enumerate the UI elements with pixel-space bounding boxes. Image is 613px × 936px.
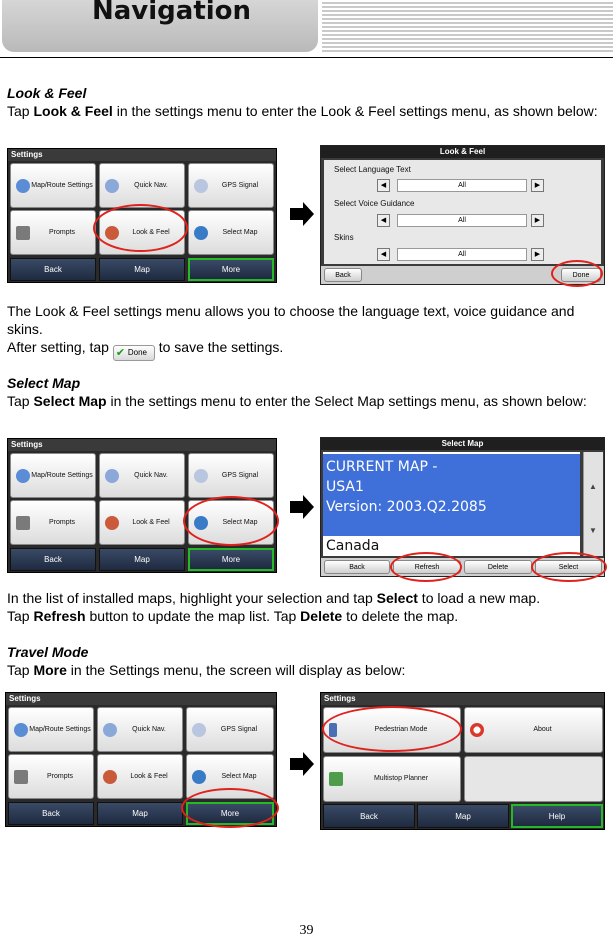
look-feel-panel <box>324 160 601 264</box>
back-button[interactable]: Back <box>323 804 415 828</box>
travel-mode-heading: Travel Mode <box>7 644 89 660</box>
highlight-circle <box>93 204 188 252</box>
select-map-p1: In the list of installed maps, highlight your selection and tap Select to load a new map. <box>7 590 541 606</box>
tile-quick-nav[interactable]: Quick Nav. <box>99 163 185 208</box>
tile-select-map[interactable]: Select Map <box>188 210 274 255</box>
help-button[interactable]: Help <box>511 804 603 828</box>
select-map-intro: Tap Select Map in the settings menu to enter the Select Map settings menu, as shown below: <box>7 393 587 409</box>
page-number: 39 <box>299 923 314 936</box>
screen-title: Settings <box>321 693 604 705</box>
value-field[interactable]: All <box>397 214 527 227</box>
page-title: Navigation <box>92 0 252 26</box>
more-button[interactable]: More <box>186 802 274 825</box>
right-arrow-icon <box>290 752 314 776</box>
tile-multistop-planner[interactable]: Multistop Planner <box>323 756 461 802</box>
map-button[interactable]: Map <box>417 804 509 828</box>
done-button[interactable]: Done <box>561 268 601 282</box>
right-arrow-icon[interactable]: ▶ <box>531 179 544 192</box>
value-field[interactable]: All <box>397 248 527 261</box>
map-item[interactable]: Canada <box>326 538 380 554</box>
row-label: Select Language Text <box>334 165 411 174</box>
look-feel-description: The Look & Feel settings menu allows you to choose the language text, voice guidance and skins. <box>7 303 575 337</box>
select-button[interactable]: Select <box>535 560 602 574</box>
map-list[interactable] <box>323 452 580 556</box>
header-stripes <box>322 0 613 52</box>
done-icon: ✔ Done <box>113 345 155 361</box>
highlight-circle <box>551 260 603 287</box>
tile-look-feel[interactable]: Look & Feel <box>99 500 185 545</box>
screen-title: Settings <box>8 149 276 161</box>
scroll-down-icon[interactable]: ▼ <box>589 526 597 535</box>
travel-mode-intro: Tap More in the Settings menu, the screen will display as below: <box>7 662 406 678</box>
empty-tile <box>464 756 603 802</box>
map-button[interactable]: Map <box>99 258 185 281</box>
back-button[interactable]: Back <box>324 560 390 574</box>
back-button[interactable]: Back <box>324 268 362 282</box>
scrollbar[interactable] <box>583 452 603 556</box>
left-arrow-icon[interactable]: ◀ <box>377 179 390 192</box>
row-label: Select Voice Guidance <box>334 199 415 208</box>
tile-select-map[interactable]: Select Map <box>186 754 274 799</box>
look-feel-intro: Tap Look & Feel in the settings menu to enter the Look & Feel settings menu, as shown below: <box>7 103 598 119</box>
screen-title: Settings <box>6 693 276 705</box>
header-rule <box>0 57 613 58</box>
tile-gps-signal[interactable]: GPS Signal <box>188 163 274 208</box>
tile-pedestrian-mode[interactable]: Pedestrian Mode <box>323 707 461 753</box>
refresh-button[interactable]: Refresh <box>393 560 461 574</box>
screen-title: Look & Feel <box>321 146 604 158</box>
tile-about[interactable]: About <box>464 707 603 753</box>
more-button[interactable]: More <box>188 258 274 281</box>
left-arrow-icon[interactable]: ◀ <box>377 214 390 227</box>
look-feel-heading: Look & Feel <box>7 85 87 101</box>
tile-map-route[interactable]: Map/Route Settings <box>8 707 94 752</box>
scroll-up-icon[interactable]: ▲ <box>589 482 597 491</box>
tile-map-route[interactable]: Map/Route Settings <box>10 163 96 208</box>
left-arrow-icon[interactable]: ◀ <box>377 248 390 261</box>
back-button[interactable]: Back <box>8 802 94 825</box>
back-button[interactable]: Back <box>10 258 96 281</box>
tile-quick-nav[interactable]: Quick Nav. <box>97 707 183 752</box>
tile-quick-nav[interactable]: Quick Nav. <box>99 453 185 498</box>
look-feel-after: After setting, tap ✔ Done to save the settings. <box>7 338 605 361</box>
right-arrow-icon <box>290 202 314 226</box>
more-button[interactable]: More <box>188 548 274 571</box>
highlight-circle <box>531 552 607 582</box>
screen-title: Select Map <box>321 438 604 450</box>
select-map-p2: Tap Refresh button to update the map list. Tap Delete to delete the map. <box>7 608 459 624</box>
tile-gps-signal[interactable]: GPS Signal <box>186 707 274 752</box>
delete-button[interactable]: Delete <box>464 560 532 574</box>
tile-look-feel[interactable]: Look & Feel <box>99 210 185 255</box>
tile-look-feel[interactable]: Look & Feel <box>97 754 183 799</box>
row-label: Skins <box>334 233 354 242</box>
highlight-circle <box>322 706 462 752</box>
highlight-circle <box>181 788 279 828</box>
selected-map-item[interactable]: CURRENT MAP - USA1 Version: 2003.Q2.2085 <box>323 454 580 536</box>
screen-title: Settings <box>8 439 276 451</box>
tile-prompts[interactable]: Prompts <box>10 210 96 255</box>
right-arrow-icon[interactable]: ▶ <box>531 214 544 227</box>
map-button[interactable]: Map <box>99 548 185 571</box>
tile-prompts[interactable]: Prompts <box>10 500 96 545</box>
right-arrow-icon <box>290 495 314 519</box>
select-map-heading: Select Map <box>7 375 81 391</box>
header-tab <box>2 0 318 52</box>
highlight-circle <box>390 552 462 582</box>
tile-prompts[interactable]: Prompts <box>8 754 94 799</box>
tile-map-route[interactable]: Map/Route Settings <box>10 453 96 498</box>
tile-gps-signal[interactable]: GPS Signal <box>188 453 274 498</box>
value-field[interactable]: All <box>397 179 527 192</box>
right-arrow-icon[interactable]: ▶ <box>531 248 544 261</box>
back-button[interactable]: Back <box>10 548 96 571</box>
highlight-circle <box>183 496 279 546</box>
tile-select-map[interactable]: Select Map <box>188 500 274 545</box>
map-button[interactable]: Map <box>97 802 183 825</box>
